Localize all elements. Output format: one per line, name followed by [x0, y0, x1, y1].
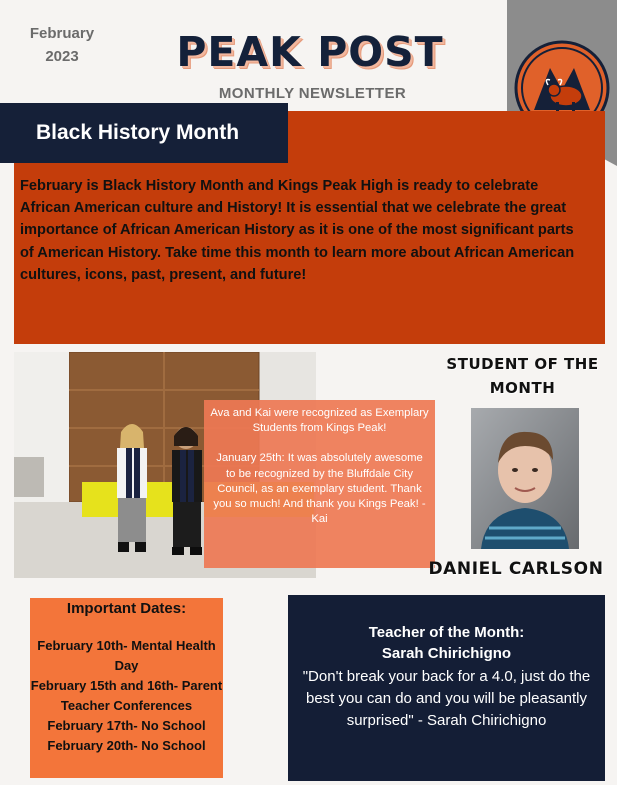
recognition-caption [204, 400, 435, 568]
newsletter-title: PEAK POST [176, 28, 444, 76]
teacher-of-month-heading: Teacher of the Month: [368, 624, 525, 641]
student-of-month-heading: STUDENT OF THE MONTH [446, 355, 599, 397]
date-item: February 10th- Mental Health Day [37, 638, 216, 673]
issue-month: February [29, 25, 95, 42]
teacher-of-month-box [288, 595, 605, 781]
issue-year: 2023 [45, 48, 79, 65]
issue-date [18, 22, 106, 68]
feature-title: Black History Month [36, 121, 240, 144]
student-photo [471, 408, 579, 549]
important-dates-box [30, 598, 223, 778]
recognition-line-1: Ava and Kai were recognized as Exemplary Students from Kings Peak! [210, 407, 429, 435]
teacher-name: Sarah Chirichigno [381, 645, 512, 662]
date-item: February 20th- No School [47, 738, 206, 753]
date-item: February 17th- No School [47, 718, 206, 733]
important-dates-title: Important Dates: [66, 600, 187, 617]
date-item: February 15th and 16th- Parent Teacher Conferences [30, 678, 223, 713]
student-name: DANIEL CARLSON [428, 559, 604, 579]
newsletter-subtitle: MONTHLY NEWSLETTER [218, 85, 407, 102]
important-dates-list [30, 636, 223, 756]
teacher-quote: "Don't break your back for a 4.0, just do the best you can do and you will be pleasantly surprised" - Sarah Chirichigno [302, 668, 591, 729]
recognition-line-2: January 25th: It was absolutely awesome to be recognized by the Bluffdale City Council, as an exemplary student. Thank you so much! And thank you Kings Peak! -Kai [213, 452, 426, 526]
feature-body: February is Black History Month and Kings Peak High is ready to celebrate African American culture and History! It is essential that we celebrate the great importance of African American History as it is one of the most significant parts of American History. Take time this month to learn more about African American cultures, icons, past, present, and future! [20, 178, 575, 283]
